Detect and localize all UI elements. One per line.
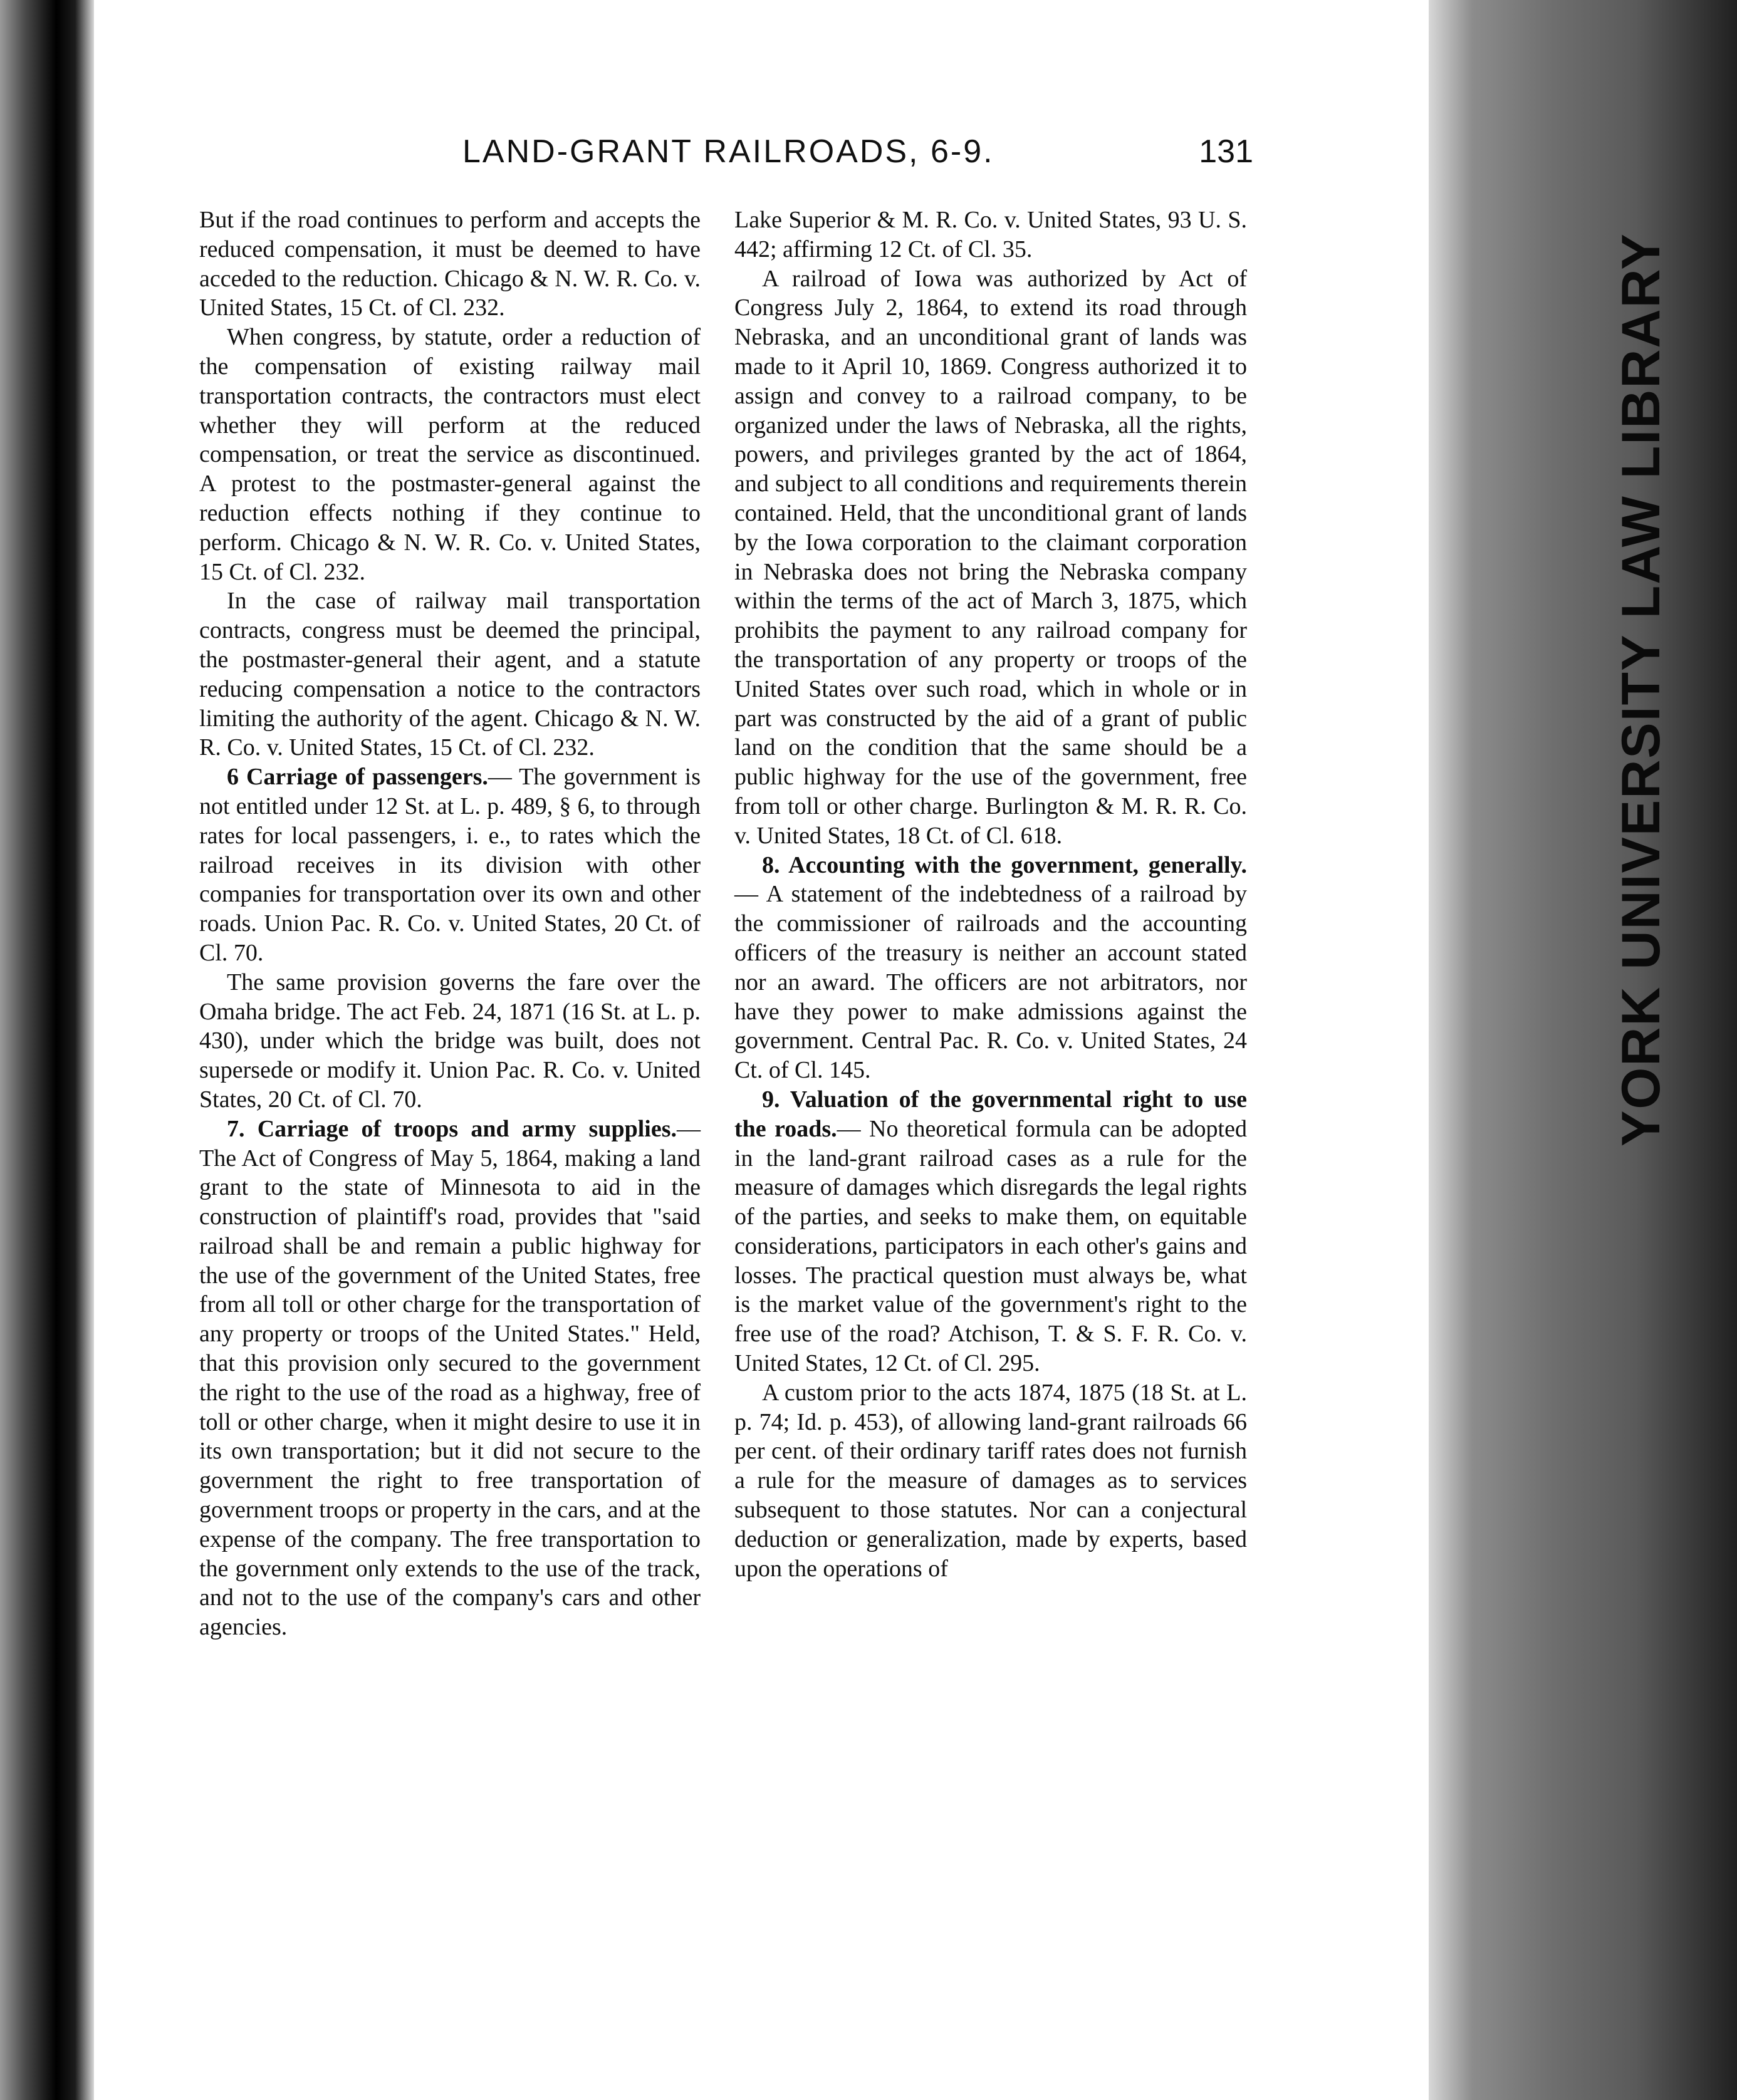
running-header	[188, 133, 1253, 189]
book-edge-shadow	[1429, 0, 1737, 2100]
body-paragraph: When congress, by statute, order a reduction of the compensation of existing railway mail transportation contracts, the contractors must elect whether they will perform at the reduced compensation, or treat the service as discontinued. A protest to the postmaster-general against the reduction effects nothing if they continue to perform. Chicago & N. W. R. Co. v. United States, 15 Ct. of Cl. 232.	[199, 324, 701, 585]
section-heading: 7. Carriage of troops and army supplies.	[227, 1115, 677, 1142]
body-paragraph: In the case of railway mail transportation contracts, congress must be deemed the principal, the postmaster-general their agent, and a statute reducing compensation a notice to the contractors limiting the authority of the agent. Chicago & N. W. R. Co. v. United States, 15 Ct. of Cl. 232.	[199, 588, 701, 761]
section-paragraph	[199, 762, 701, 968]
section-text: — The government is not entitled under 12 St. at L. p. 489, § 6, to through rates for local passengers, i. e., to rates which the railroad receives in its division with other companies for transportation over its own and other roads. Union Pac. R. Co. v. United States, 20 Ct. of Cl. 70.	[199, 764, 701, 966]
section-heading: 6 Carriage of passengers.	[227, 764, 488, 791]
body-paragraph: A railroad of Iowa was authorized by Act of Congress July 2, 1864, to extend its road through Nebraska, and an unconditional grant of lands was made to it April 10, 1869. Congress authorized it to assign and convey to a railroad company, to be organized under the laws of Nebraska, all the rights, powers, and privileges granted by the act of 1864, and subject to all conditions and requirements therein contained. Held, that the unconditional grant of lands by the Iowa corporation to the claimant corporation in Nebraska does not bring the Nebraska company within the terms of the act of March 3, 1875, which prohibits the payment to any railroad company for the transportation of any property or troops of the United States over such road, which in whole or in part was constructed by the aid of a grant of public land on the condition that the same should be a public highway for the use of the government, free from toll or other charge. Burlington & M. R. R. Co. v. United States, 18 Ct. of Cl. 618.	[734, 265, 1247, 849]
body-paragraph: A custom prior to the acts 1874, 1875 (18 St. at L. p. 74; Id. p. 453), of allowing land-grant railroads 66 per cent. of their ordinary tariff rates does not furnish a rule for the measure of damages as to services subsequent to those statutes. Nor can a conjectural deduction or generalization, made by experts, based upon the operations of	[734, 1379, 1247, 1582]
running-title: LAND-GRANT RAILROADS, 6-9.	[462, 133, 994, 170]
section-text: — The Act of Congress of May 5, 1864, making a land grant to the state of Minnesota to aid in the construction of plaintiff's road, provides that "said railroad shall be and remain a public highway for the use of the government of the United States, free from all toll or other charge for the transportation of any property or troops of the United States." Held, that this provision only secured to the government the right to the use of the road as a highway, free of toll or other charge, when it might desire to use it in its own transportation; but it did not secure to the government the right to free transportation of government troops or property in the cars, and at the expense of the company. The free transportation to the government only extends to the use of the track, and not to the use of the company's cars and other agencies.	[199, 1115, 701, 1641]
page-gutter-shadow	[0, 0, 94, 2100]
section-paragraph	[734, 851, 1247, 1085]
body-paragraph: Lake Superior & M. R. Co. v. United States, 93 U. S. 442; affirming 12 Ct. of Cl. 35.	[734, 207, 1247, 262]
section-text: — A statement of the indebtedness of a railroad by the commissioner of railroads and the accounting officers of the treasury is neither an account stated nor an award. The officers are not arbitrators, nor have they power to make admissions against the government. Central Pac. R. Co. v. United States, 24 Ct. of Cl. 145.	[734, 881, 1247, 1084]
body-paragraph: The same provision governs the fare over the Omaha bridge. The act Feb. 24, 1871 (16 St. at L. p. 430), under which the bridge was built, does not supersede or modify it. Union Pac. R. Co. v. United States, 20 Ct. of Cl. 70.	[199, 969, 701, 1113]
section-text: — No theoretical formula can be adopted in the land-grant railroad cases as a rule for the measure of damages which disregards the legal rights of the parties, and seeks to make them, on equitable considerations, participators in each other's gains and losses. The practical question must always be, what is the market value of the government's right to the free use of the road? Atchison, T. & S. F. R. Co. v. United States, 12 Ct. of Cl. 295.	[734, 1115, 1247, 1377]
section-paragraph	[734, 1085, 1247, 1378]
left-column	[199, 205, 701, 2022]
section-heading: 8. Accounting with the government, generally.	[762, 851, 1247, 878]
section-heading: 9. Valuation of the governmental right to use the roads.	[734, 1086, 1247, 1142]
library-stamp: YORK UNIVERSITY LAW LIBRARY	[1611, 232, 1671, 1146]
body-paragraph: But if the road continues to perform and accepts the reduced compensation, it must be deemed to have acceded to the reduction. Chicago & N. W. R. Co. v. United States, 15 Ct. of Cl. 232.	[199, 207, 701, 321]
section-paragraph	[199, 1115, 701, 1642]
right-column	[734, 205, 1247, 2022]
page-number: 131	[1199, 133, 1253, 170]
